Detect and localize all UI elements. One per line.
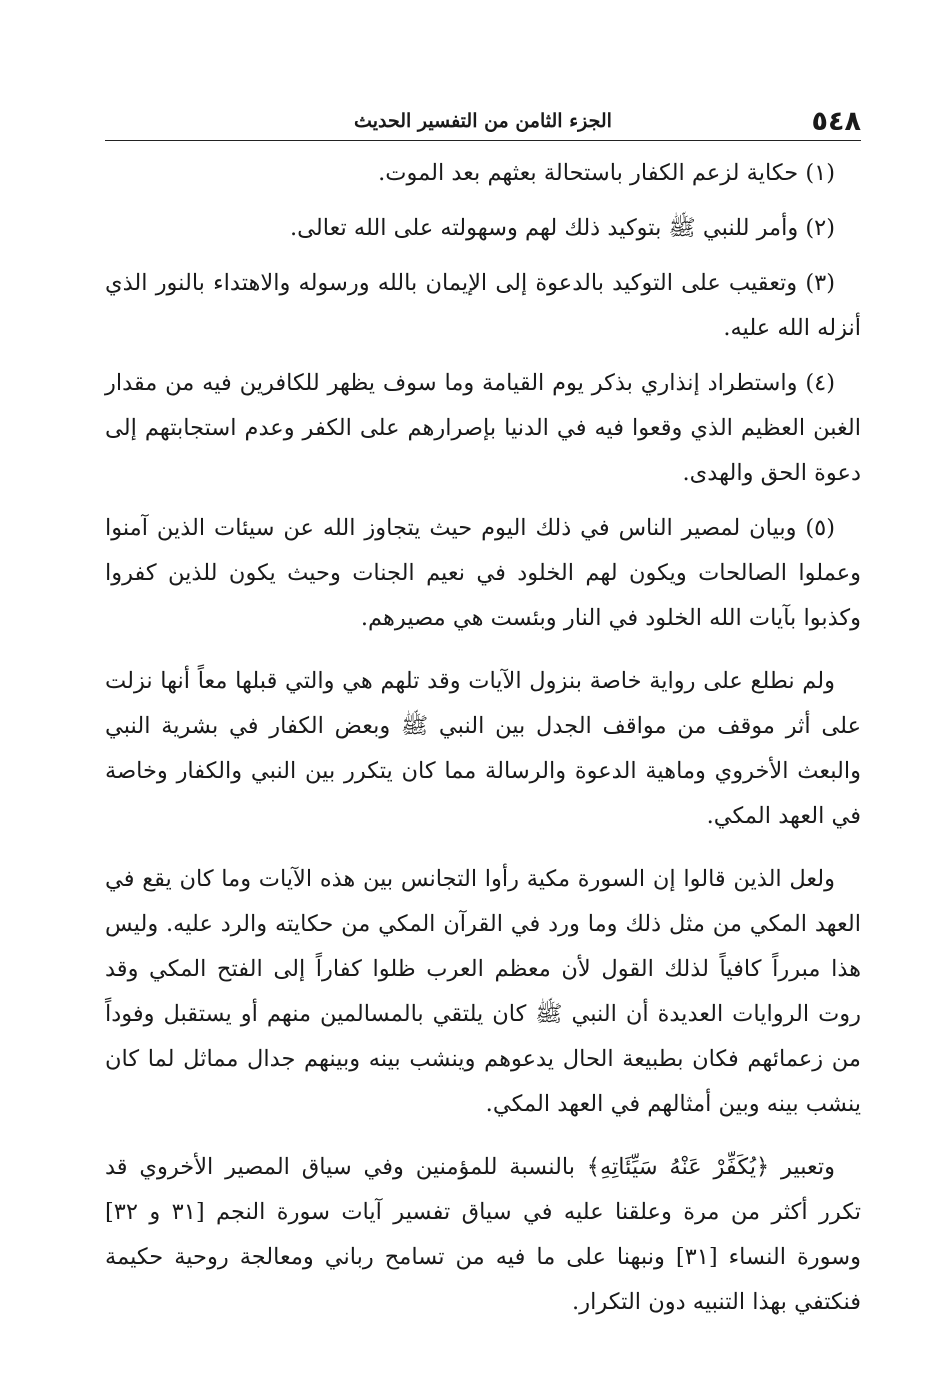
page (105, 100, 861, 1335)
list-item: (١) حكاية لزعم الكفار باستحالة بعثهم بعد الموت. (378, 160, 835, 186)
list-item: (٥) وبيان لمصير الناس في ذلك اليوم حيث يتجاوز الله عن سيئات الذين آمنوا وعملوا الصالحات ويكون لهم الخلود في نعيم الجنات وحيث يكون للذين كفروا وكذبوا بآيات الله الخلود في النار وبئست هي مصيرهم. (105, 515, 861, 631)
page-number: ٥٤٨ (811, 106, 861, 137)
body-paragraph: ولعل الذين قالوا إن السورة مكية رأوا التجانس بين هذه الآيات وما كان يقع في العهد المكي من مثل ذلك وما ورد في القرآن المكي من حكايته والرد عليه. وليس هذا مبرراً كافياً لذلك القول لأن معظم العرب ظلوا كفاراً إلى الفتح المكي وقد روت الروايات العديدة أن النبي ﷺ كان يلتقي بالمسالمين منهم أو يستقبل وفوداً من زعمائهم فكان بطبيعة الحال يدعوهم وينشب بينه وبينهم جدال مماثل لما كان ينشب بينه وبين أمثالهم في العهد المكي. (105, 866, 861, 1117)
page-content (105, 151, 861, 1325)
running-title: الجزء الثامن من التفسير الحديث (354, 110, 612, 132)
page-header (105, 100, 861, 141)
body-paragraph: ولم نطلع على رواية خاصة بنزول الآيات وقد تلهم هي والتي قبلها معاً أنها نزلت على أثر موقف من مواقف الجدل بين النبي ﷺ وبعض الكفار في بشرية النبي والبعث الأخروي وماهية الدعوة والرسالة مما كان يتكرر بين النبي والكفار وخاصة في العهد المكي. (105, 668, 861, 829)
list-item: (٢) وأمر للنبي ﷺ بتوكيد ذلك لهم وسهولته على الله تعالى. (290, 215, 835, 241)
list-item: (٣) وتعقيب على التوكيد بالدعوة إلى الإيمان بالله ورسوله والاهتداء بالنور الذي أنزله الله عليه. (105, 270, 861, 341)
body-paragraph: وتعبير ﴿يُكَفِّرْ عَنْهُ سَيِّئَاتِهِ﴾ بالنسبة للمؤمنين وفي سياق المصير الأخروي قد تكرر أكثر من مرة وعلقنا عليه في سياق تفسير آيات سورة النجم [٣١ و ٣٢] وسورة النساء [٣١] ونبهنا على ما فيه من تسامح رباني ومعالجة روحية حكيمة فنكتفي بهذا التنبيه دون التكرار. (105, 1154, 862, 1315)
list-item: (٤) واستطراد إنذاري بذكر يوم القيامة وما سوف يظهر للكافرين فيه من مقدار الغبن العظيم الذي وقعوا فيه في الدنيا بإصرارهم على الكفر وعدم استجابتهم إلى دعوة الحق والهدى. (105, 370, 861, 486)
